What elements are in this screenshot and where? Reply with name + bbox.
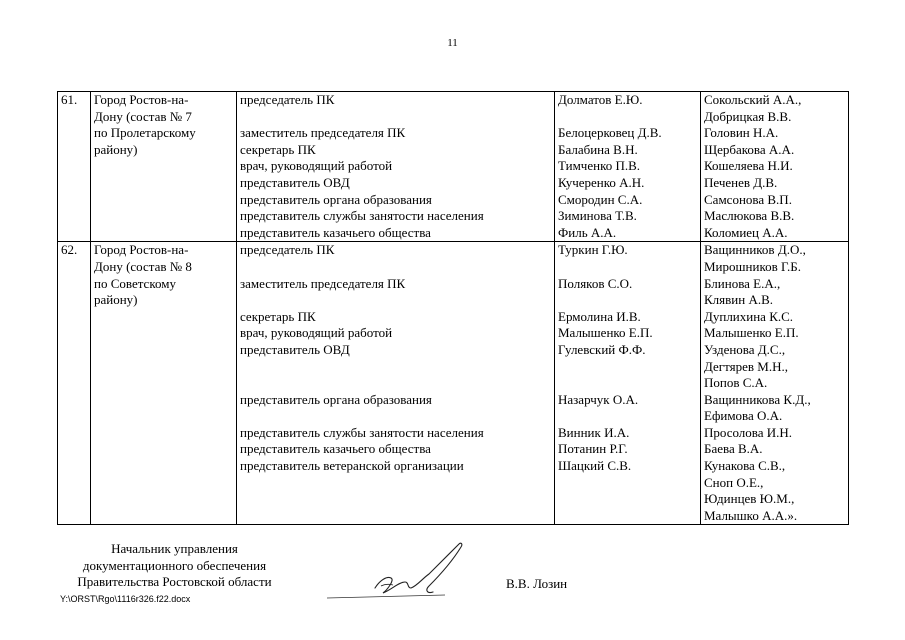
reserve-name: Баева В.А. [704, 441, 763, 457]
member-name [558, 408, 697, 425]
role-line [240, 508, 551, 525]
location-line: по Пролетарскому [94, 125, 196, 141]
member-name [558, 359, 697, 376]
location-line: Дону (состав № 7 [94, 108, 192, 124]
reserve-name: Кунакова С.В., [704, 458, 786, 474]
role-line [240, 375, 551, 392]
member-cell [555, 92, 701, 242]
member-name: Балабина В.Н. [558, 141, 638, 157]
reserve-cell [701, 92, 849, 242]
role-line: врач, руководящий работой [240, 158, 393, 174]
table-body [58, 92, 849, 525]
reserve-cell [701, 242, 849, 525]
reserve-name: Добрицкая В.В. [704, 108, 792, 124]
reserve-name: Самсонова В.П. [704, 191, 792, 207]
member-name: Белоцерковец Д.В. [558, 125, 662, 141]
reserve-name: Просолова И.Н. [704, 424, 793, 440]
member-name: Филь А.А. [558, 224, 617, 240]
reserve-name: Дуплихина К.С. [704, 308, 794, 324]
role-line: представитель ветеранской организации [240, 458, 464, 474]
member-name [558, 375, 697, 392]
reserve-name: Головин Н.А. [704, 125, 779, 141]
location-line: району) [94, 292, 138, 308]
role-line: представитель казачьего общества [240, 224, 431, 240]
commission-table [57, 91, 849, 525]
location-line: по Советскому [94, 275, 176, 291]
reserve-name: Узденова Д.С., [704, 341, 786, 357]
reserve-name: Сокольский А.А., [704, 92, 802, 107]
reserve-name: Дегтярев М.Н., [704, 358, 788, 374]
role-line [240, 259, 551, 276]
file-path: Y:\ORST\Rgo\1116r326.f22.docx [60, 594, 191, 604]
signer-name: В.В. Лозин [506, 576, 568, 591]
reserve-name: Клявин А.В. [704, 292, 773, 308]
reserve-name: Мирошников Г.Б. [704, 258, 801, 274]
member-name: Туркин Г.Ю. [558, 242, 628, 258]
table-row [58, 242, 849, 525]
location-cell [91, 242, 237, 525]
role-line: представитель ОВД [240, 174, 350, 190]
member-name [558, 475, 697, 492]
reserve-name: Коломиец А.А. [704, 224, 788, 240]
table-row [58, 92, 849, 242]
role-line: представитель органа образования [240, 191, 432, 207]
member-name: Гулевский Ф.Ф. [558, 341, 646, 357]
reserve-name: Попов С.А. [704, 375, 768, 391]
member-name [558, 508, 697, 525]
reserve-name: Печенев Д.В. [704, 174, 778, 190]
member-name: Винник И.А. [558, 424, 630, 440]
location-line: Дону (состав № 8 [94, 258, 192, 274]
role-line: представитель службы занятости населения [240, 424, 484, 440]
reserve-name: Малышко А.А.». [704, 507, 798, 523]
role-line: представитель казачьего общества [240, 441, 431, 457]
member-name: Малышенко Е.П. [558, 325, 653, 341]
reserve-name: Блинова Е.А., [704, 275, 781, 291]
reserve-name: Малышенко Е.П. [704, 325, 799, 341]
role-line [240, 109, 551, 126]
position-line: Начальник управления [111, 541, 238, 556]
role-line: представитель органа образования [240, 391, 432, 407]
reserve-name: Юдинцев Ю.М., [704, 491, 795, 507]
role-line: заместитель председателя ПК [240, 125, 406, 141]
handwritten-signature [325, 538, 475, 606]
location-line: району) [94, 141, 138, 157]
reserve-name: Кошеляева Н.И. [704, 158, 793, 174]
row-number: 61. [58, 92, 91, 242]
role-line [240, 408, 551, 425]
role-line: заместитель председателя ПК [240, 275, 406, 291]
reserve-name: Щербакова А.А. [704, 141, 795, 157]
role-line: председатель ПК [240, 242, 335, 258]
role-line: врач, руководящий работой [240, 325, 393, 341]
member-cell [555, 242, 701, 525]
role-line: представитель службы занятости населения [240, 208, 484, 224]
reserve-name: Ефимова О.А. [704, 408, 783, 424]
member-name [558, 109, 697, 126]
role-line: представитель ОВД [240, 341, 350, 357]
reserve-name: Маслюкова В.В. [704, 208, 795, 224]
member-name [558, 259, 697, 276]
member-name: Шацкий С.В. [558, 458, 632, 474]
member-name: Кучеренко А.Н. [558, 174, 645, 190]
role-cell [237, 92, 555, 242]
location-cell [91, 92, 237, 242]
member-name: Тимченко П.В. [558, 158, 641, 174]
role-cell [237, 242, 555, 525]
reserve-name: Ващинникова К.Д., [704, 391, 811, 407]
member-name [558, 491, 697, 508]
role-line [240, 491, 551, 508]
reserve-name: Сноп О.Е., [704, 474, 764, 490]
member-name: Назарчук О.А. [558, 391, 639, 407]
member-name [558, 292, 697, 309]
member-name: Ермолина И.В. [558, 308, 641, 324]
row-number: 62. [58, 242, 91, 525]
signatory-position [62, 541, 287, 591]
role-line [240, 475, 551, 492]
reserve-name: Ващинников Д.О., [704, 242, 806, 258]
role-line: секретарь ПК [240, 308, 316, 324]
role-line: председатель ПК [240, 92, 335, 107]
position-line: Правительства Ростовской области [77, 574, 272, 590]
role-line [240, 359, 551, 376]
location-line: Город Ростов-на- [94, 242, 189, 258]
member-name: Зиминова Т.В. [558, 208, 637, 224]
member-name: Долматов Е.Ю. [558, 92, 643, 107]
role-line: секретарь ПК [240, 141, 316, 157]
member-name: Смородин С.А. [558, 191, 643, 207]
role-line [240, 292, 551, 309]
member-name: Потанин Р.Г. [558, 441, 628, 457]
position-line: документационного обеспечения [82, 557, 267, 573]
location-line: Город Ростов-на- [94, 92, 189, 107]
page-number: 11 [447, 37, 458, 49]
member-name: Поляков С.О. [558, 275, 633, 291]
